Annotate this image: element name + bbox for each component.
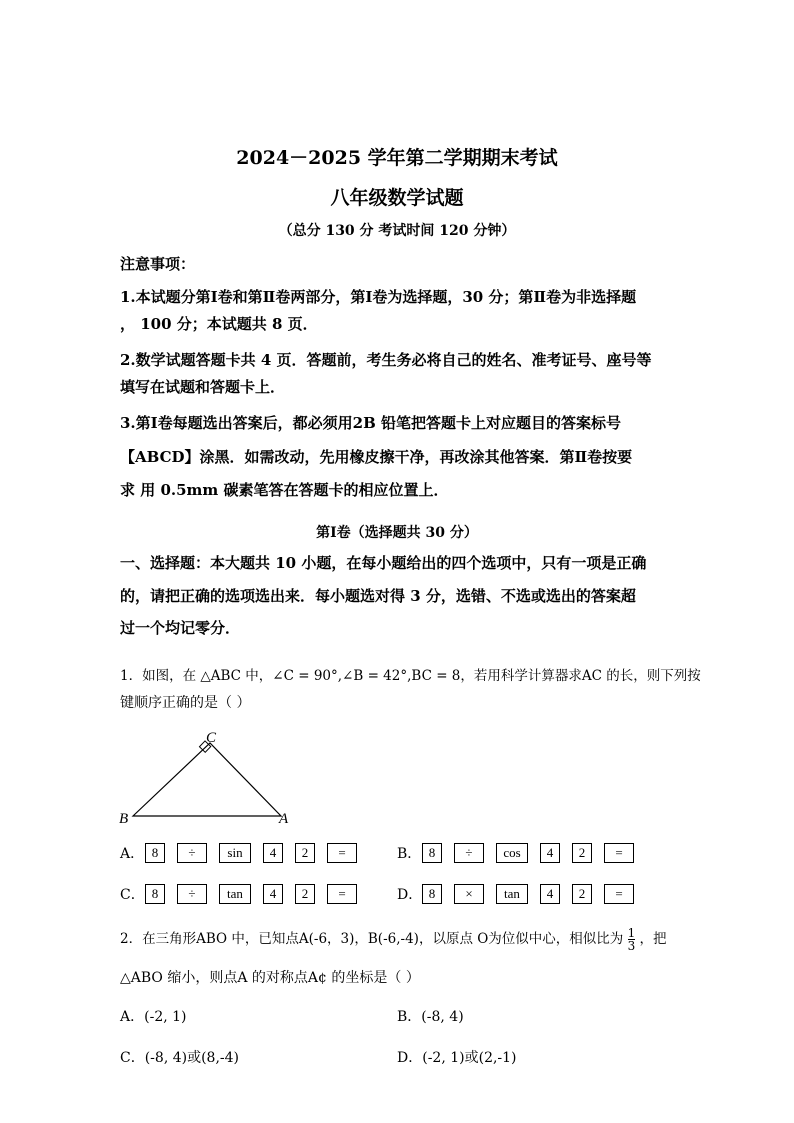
q2-stem-part-a: 2．在三角形ABO 中，已知点A(-6，3)，B(-6,-4)，以原点 O为位似中心，相似比为 <box>120 931 624 947</box>
vertex-label-a: A <box>279 811 289 827</box>
triangle-abc <box>133 743 281 816</box>
q1-option-b[interactable] <box>397 843 646 863</box>
note-1-line-2: ， 100 分；本试题共 8 页． <box>120 315 318 333</box>
option-text: (-8, 4)或(8,-4) <box>144 1050 240 1066</box>
fraction-denominator: 3 <box>627 939 636 953</box>
calc-key: 8 <box>145 843 165 863</box>
q1-stem-line-1: 1．如图，在 △ABC 中，∠C = 90°,∠B = 42°,BC = 8，若用科学计算器求AC 的长，则下列按 <box>120 668 701 684</box>
option-label: B． <box>397 846 422 862</box>
q2-option-b[interactable] <box>397 1006 464 1026</box>
exam-title: 2024－2025 学年第二学期期末考试 <box>236 147 558 169</box>
calc-key: ÷ <box>454 843 484 863</box>
option-label: C． <box>120 1050 145 1066</box>
score-info: （总分 130 分 考试时间 120 分钟） <box>278 223 516 239</box>
option-label: D． <box>397 1050 423 1066</box>
calc-key: 8 <box>422 843 442 863</box>
option-label: A． <box>120 846 145 862</box>
calc-key: tan <box>219 884 251 904</box>
note-2-line-2: 填写在试题和答题卡上． <box>120 378 286 396</box>
option-label: B． <box>397 1009 422 1025</box>
calc-key: 8 <box>422 884 442 904</box>
calc-key: 4 <box>263 884 283 904</box>
note-3-line-3: 求 用 0.5mm 碳素笔答在答题卡的相应位置上． <box>120 481 449 499</box>
option-label: D． <box>397 887 423 903</box>
note-3-line-2: 【ABCD】涂黑．如需改动，先用橡皮擦干净，再改涂其他答案．第Ⅱ卷按要 <box>120 448 633 466</box>
vertex-label-c: C <box>206 730 217 746</box>
option-label: C． <box>120 887 145 903</box>
calc-key: cos <box>496 843 528 863</box>
notes-heading: 注意事项： <box>120 255 196 273</box>
part1-intro-line-2: 的，请把正确的选项选出来．每小题选对得 3 分，选错、不选或选出的答案超 <box>120 587 636 605</box>
note-2-line-1: 2.数学试题答题卡共 4 页．答题前，考生务必将自己的姓名、准考证号、座号等 <box>120 351 652 369</box>
calc-key: 4 <box>540 884 560 904</box>
calc-key: 2 <box>295 843 315 863</box>
part1-heading: 第Ⅰ卷（选择题共 30 分） <box>316 525 478 541</box>
q1-option-d[interactable] <box>397 884 646 904</box>
calc-key: 4 <box>263 843 283 863</box>
q2-stem-line-1 <box>120 927 667 952</box>
fraction-numerator: 1 <box>627 926 636 940</box>
q2-stem-part-b: ，把 <box>639 931 667 947</box>
q2-option-a[interactable] <box>120 1006 187 1026</box>
q1-option-c[interactable] <box>120 884 369 904</box>
triangle-figure <box>112 725 302 830</box>
vertex-label-b: B <box>119 811 129 827</box>
calc-key: ÷ <box>177 884 207 904</box>
calc-key: 2 <box>572 843 592 863</box>
q1-stem-line-2: 键顺序正确的是（ ） <box>120 695 251 711</box>
calc-key: 2 <box>295 884 315 904</box>
option-text: (-8, 4) <box>421 1009 464 1025</box>
q2-option-d[interactable] <box>397 1047 517 1067</box>
calc-key: sin <box>219 843 251 863</box>
calc-key: × <box>454 884 484 904</box>
option-label: A． <box>120 1009 145 1025</box>
calc-key: = <box>604 843 634 863</box>
calc-key: 8 <box>145 884 165 904</box>
q1-option-a[interactable] <box>120 843 369 863</box>
calc-key: = <box>327 843 357 863</box>
calc-key: 4 <box>540 843 560 863</box>
ratio-fraction <box>628 927 636 952</box>
calc-key: ÷ <box>177 843 207 863</box>
q2-option-c[interactable] <box>120 1047 239 1067</box>
option-text: (-2, 1) <box>144 1009 187 1025</box>
note-3-line-1: 3.第Ⅰ卷每题选出答案后，都必须用2B 铅笔把答题卡上对应题目的答案标号 <box>120 414 622 432</box>
note-1-line-1: 1.本试题分第Ⅰ卷和第Ⅱ卷两部分，第Ⅰ卷为选择题，30 分；第Ⅱ卷为非选择题 <box>120 288 637 306</box>
calc-key: = <box>604 884 634 904</box>
part1-intro-line-1: 一、选择题：本大题共 10 小题，在每小题给出的四个选项中，只有一项是正确 <box>120 554 647 572</box>
exam-subtitle: 八年级数学试题 <box>330 187 464 209</box>
option-text: (-2, 1)或(2,-1) <box>422 1050 517 1066</box>
calc-key: = <box>327 884 357 904</box>
q2-stem-line-2: △ABO 缩小，则点A 的对称点A¢ 的坐标是（ ） <box>120 970 420 986</box>
calc-key: tan <box>496 884 528 904</box>
part1-intro-line-3: 过一个均记零分． <box>120 619 241 637</box>
calc-key: 2 <box>572 884 592 904</box>
